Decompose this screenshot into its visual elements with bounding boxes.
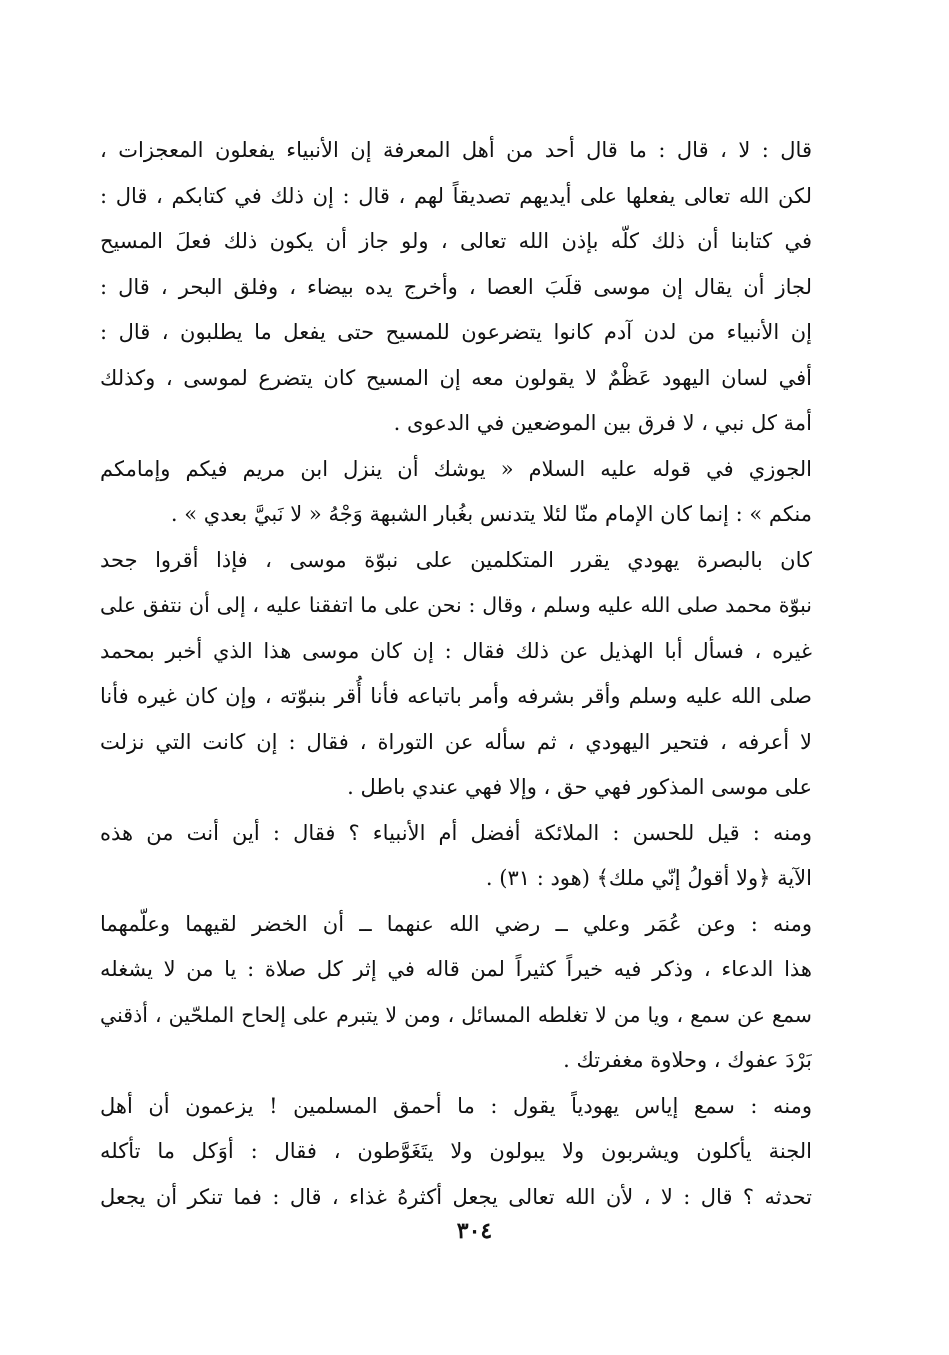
- text-line: منكم » : إنما كان الإمام منّا لئلا يتدنس بغُبار الشبهة وَجْهُ « لا نَبيَّ بعدي » .: [170, 502, 812, 526]
- text-line: غيره ، فسأل أبا الهذيل عن ذلك فقال : إن كان موسى هذا الذي أخبر بمحمد: [100, 638, 812, 663]
- text-line: الجوزي في قوله عليه السلام « يوشك أن ينزل ابن مريم فيكم وإمامكم: [100, 456, 812, 481]
- text-line: ومنه : قيل للحسن : الملائكة أفضل أم الأنبياء ؟ فقال : أين أنت من هذه: [100, 820, 812, 845]
- text-line: الجنة يأكلون ويشربون ولا يبولون ولا يتَغَوَّطون ، فقال : أوَكل ما تأكله: [100, 1139, 812, 1163]
- text-line: نبوّة محمد صلى الله عليه وسلم ، وقال : نحن على ما اتفقنا عليه ، إلى أن نتفق على: [100, 593, 812, 617]
- text-line: كان بالبصرة يهودي يقرر المتكلمين على نبوّة موسى ، فإذا أقروا جحد: [100, 547, 812, 572]
- text-line: في كتابنا أن ذلك كلّه بإذن الله تعالى ، ولو جاز أن يكون ذلك فعلَ المسيح: [100, 229, 812, 253]
- text-line: صلى الله عليه وسلم وأقر بشرفه وأمر باتباعه فأنا أُقر بنبوّته ، وإن كان غيره فأنا: [100, 684, 812, 708]
- text-line: لكن الله تعالى يفعلها على أيديهم تصديقاً لهم ، قال : إن ذلك في كتابكم ، قال :: [100, 183, 812, 208]
- text-line: لا أعرفه ، فتحير اليهودي ، ثم سأله عن التوراة ، فقال : إن كانت التي نزلت: [100, 729, 812, 754]
- text-line: قال : لا ، قال : ما قال أحد من أهل المعرفة إن الأنبياء يفعلون المعجزات ،: [100, 138, 812, 162]
- text-line: بَرْدَ عفوك ، وحلاوة مغفرتك .: [563, 1048, 812, 1072]
- text-line: إن الأنبياء من لدن آدم كانوا يتضرعون للمسيح حتى يفعل ما يطلبون ، قال :: [100, 320, 812, 344]
- text-line: تحدثه ؟ قال : لا ، لأن الله تعالى يجعل أكثرهُ غذاء ، قال : فما تنكر أن يجعل: [100, 1184, 812, 1209]
- text-line: الآية ﴿ولا أقولُ إنّي ملك﴾ (هود : ٣١) .: [485, 866, 812, 890]
- body-text: [100, 128, 812, 1220]
- text-line: على موسى المذكور فهي حق ، وإلا فهي عندي باطل .: [347, 775, 812, 799]
- text-line: لجاز أن يقال إن موسى قلَبَ العصا ، وأخرج يده بيضاء ، وفلق البحر ، قال :: [100, 274, 812, 299]
- text-line: سمع عن سمع ، ويا من لا تغلطه المسائل ، ومن لا يتبرم على إلحاح الملحّين ، أذقني: [100, 1002, 812, 1027]
- text-line: ومنه : سمع إياس يهودياً يقول : ما أحمق المسلمين ! يزعمون أن أهل: [100, 1093, 812, 1118]
- text-line: ومنه : وعن عُمَر وعلي ــ رضي الله عنهما ــ أن الخضر لقيهما وعلّمهما: [100, 911, 812, 936]
- text-line: أمة كل نبي ، لا فرق بين الموضعين في الدعوى .: [393, 411, 812, 435]
- text-line: هذا الدعاء ، وذكر فيه خيراً كثيراً لمن قاله في إثر كل صلاة : يا من لا يشغله: [100, 957, 812, 981]
- text-line: أفي لسان اليهود عَظْمٌ لا يقولون معه إن المسيح كان يتضرع لموسى ، وكذلك: [100, 365, 812, 390]
- page-number: ٣٠٤: [456, 1218, 493, 1244]
